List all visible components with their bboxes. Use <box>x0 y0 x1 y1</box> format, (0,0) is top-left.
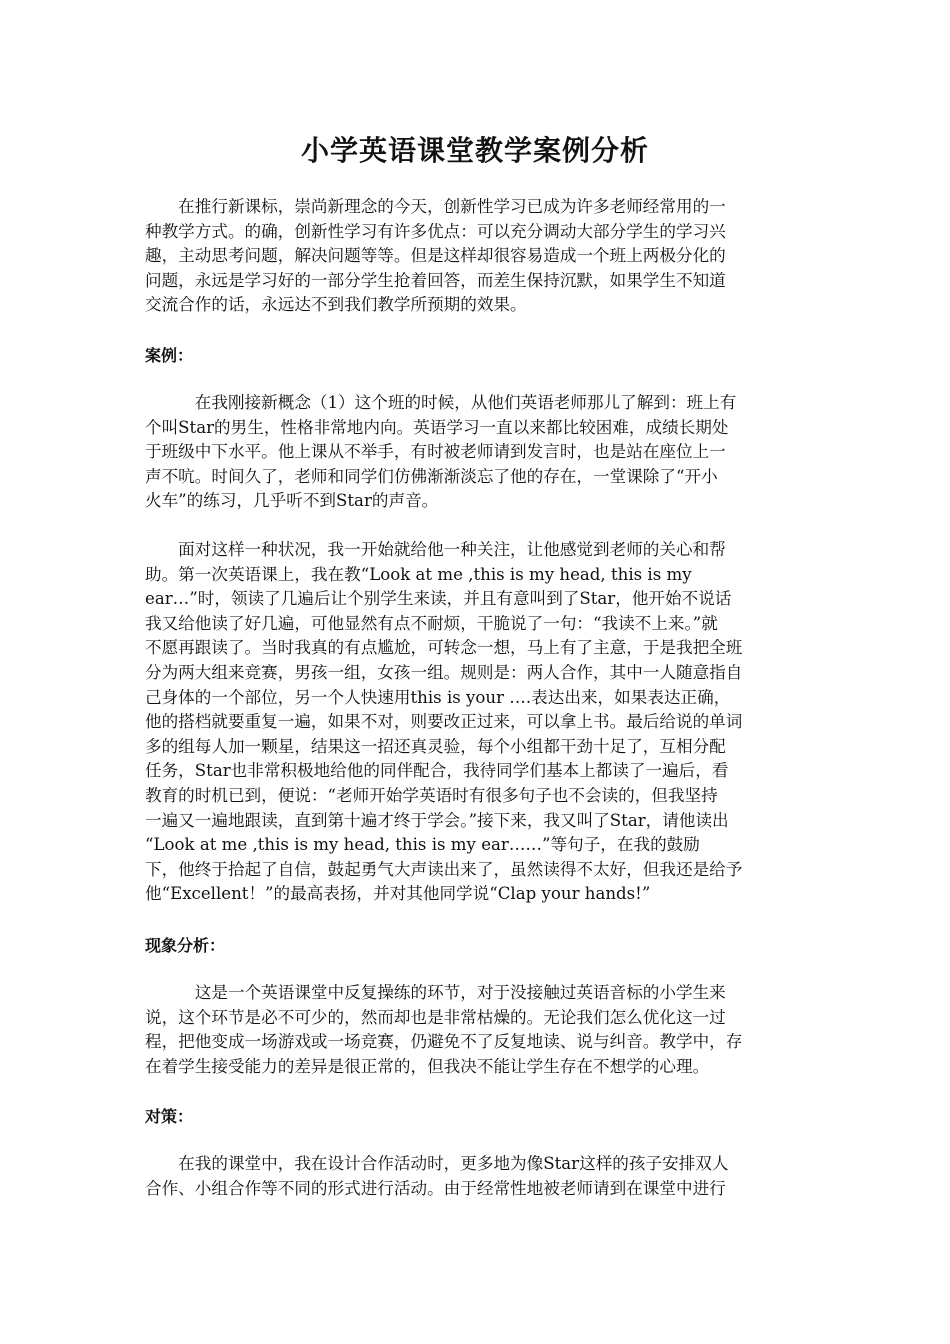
text-line: 交流合作的话，永远达不到我们教学所预期的效果。 <box>145 295 527 315</box>
text-line: 在我的课堂中，我在设计合作活动时，更多地为像Star这样的孩子安排双人 <box>145 1154 729 1173</box>
text-line: 合作、小组合作等不同的形式进行活动。由于经常性地被老师请到在课堂中进行 <box>145 1178 726 1198</box>
text-line: 他的搭档就要重复一遍，如果不对，则要改正过来，可以拿上书。最后给说的单词 <box>145 712 743 732</box>
text-line: “Look at me ,this is my head, this is my ear……”等句子，在我的鼓励 <box>145 835 700 855</box>
text-line: 在着学生接受能力的差异是很正常的，但我决不能让学生存在不想学的心理。 <box>145 1056 710 1076</box>
section-heading-strategy: 对策： <box>145 1107 194 1126</box>
text-line: 问题，永远是学习好的一部分学生抢着回答，而差生保持沉默，如果学生不知道 <box>145 270 726 290</box>
text-line: 面对这样一种状况，我一开始就给他一种关注，让他感觉到老师的关心和帮 <box>145 540 726 559</box>
text-line: 声不吭。时间久了，老师和同学们仿佛渐渐淡忘了他的存在，一堂课除了“开小 <box>145 466 718 486</box>
text-line: 于班级中下水平。他上课从不举手，有时被老师请到发言时，也是站在座位上一 <box>145 442 726 462</box>
text-line: 在推行新课标，崇尚新理念的今天，创新性学习已成为许多老师经常用的一 <box>145 197 726 216</box>
text-line: 种教学方式。的确，创新性学习有许多优点：可以充分调动大部分学生的学习兴 <box>145 221 726 241</box>
case-paragraph-2 <box>145 538 815 907</box>
section-heading-analysis: 现象分析： <box>145 936 226 955</box>
text-line: 说，这个环节是必不可少的，然而却也是非常枯燥的。无论我们怎么优化这一过 <box>145 1007 726 1027</box>
document-title: 小学英语课堂教学案例分析 <box>300 134 649 167</box>
text-line: 不愿再跟读了。当时我真的有点尴尬，可转念一想，马上有了主意，于是我把全班 <box>145 638 743 658</box>
strategy-paragraph <box>145 1152 815 1201</box>
text-line: 己身体的一个部位，另一个人快速用this is your ….表达出来，如果表达正确， <box>145 687 731 707</box>
case-paragraph-1 <box>145 391 815 514</box>
text-line: 在我刚接新概念（1）这个班的时候，从他们英语老师那儿了解到：班上有 <box>145 393 737 412</box>
text-line: 任务，Star也非常积极地给他的同伴配合，我待同学们基本上都读了一遍后，看 <box>145 761 729 781</box>
text-line: ear…”时，领读了几遍后让个别学生来读，并且有意叫到了Star，他开始不说话 <box>145 589 732 609</box>
text-line: 趣，主动思考问题，解决问题等等。但是这样却很容易造成一个班上两极分化的 <box>145 246 726 266</box>
text-line: 助。第一次英语课上，我在教“Look at me ,this is my head, this is my <box>145 564 692 584</box>
text-line: 我又给他读了好几遍，可他显然有点不耐烦，干脆说了一句：“我读不上来。”就 <box>145 613 718 633</box>
text-line: 个叫Star的男生，性格非常地内向。英语学习一直以来都比较困难，成绩长期处 <box>145 417 729 437</box>
text-line: 这是一个英语课堂中反复操练的环节，对于没接触过英语音标的小学生来 <box>145 983 726 1002</box>
text-line: 火车”的练习，几乎听不到Star的声音。 <box>145 491 439 511</box>
text-line: 下，他终于拾起了自信，鼓起勇气大声读出来了，虽然读得不太好，但我还是给予 <box>145 859 743 879</box>
text-line: 一遍又一遍地跟读，直到第十遍才终于学会。”接下来，我又叫了Star，请他读出 <box>145 810 729 830</box>
text-line: 多的组每人加一颗星，结果这一招还真灵验，每个小组都干劲十足了，互相分配 <box>145 736 726 756</box>
intro-paragraph <box>145 195 815 318</box>
text-line: 教育的时机已到，便说：“老师开始学英语时有很多句子也不会读的，但我坚持 <box>145 785 718 805</box>
text-line: 他“Excellent！”的最高表扬，并对其他同学说“Clap your hands!” <box>145 884 651 904</box>
section-heading-case: 案例： <box>145 346 194 365</box>
text-line: 分为两大组来竞赛，男孩一组，女孩一组。规则是：两人合作，其中一人随意指自 <box>145 662 743 682</box>
analysis-paragraph <box>145 981 815 1079</box>
text-line: 程，把他变成一场游戏或一场竞赛，仍避免不了反复地读、说与纠音。教学中，存 <box>145 1032 743 1052</box>
